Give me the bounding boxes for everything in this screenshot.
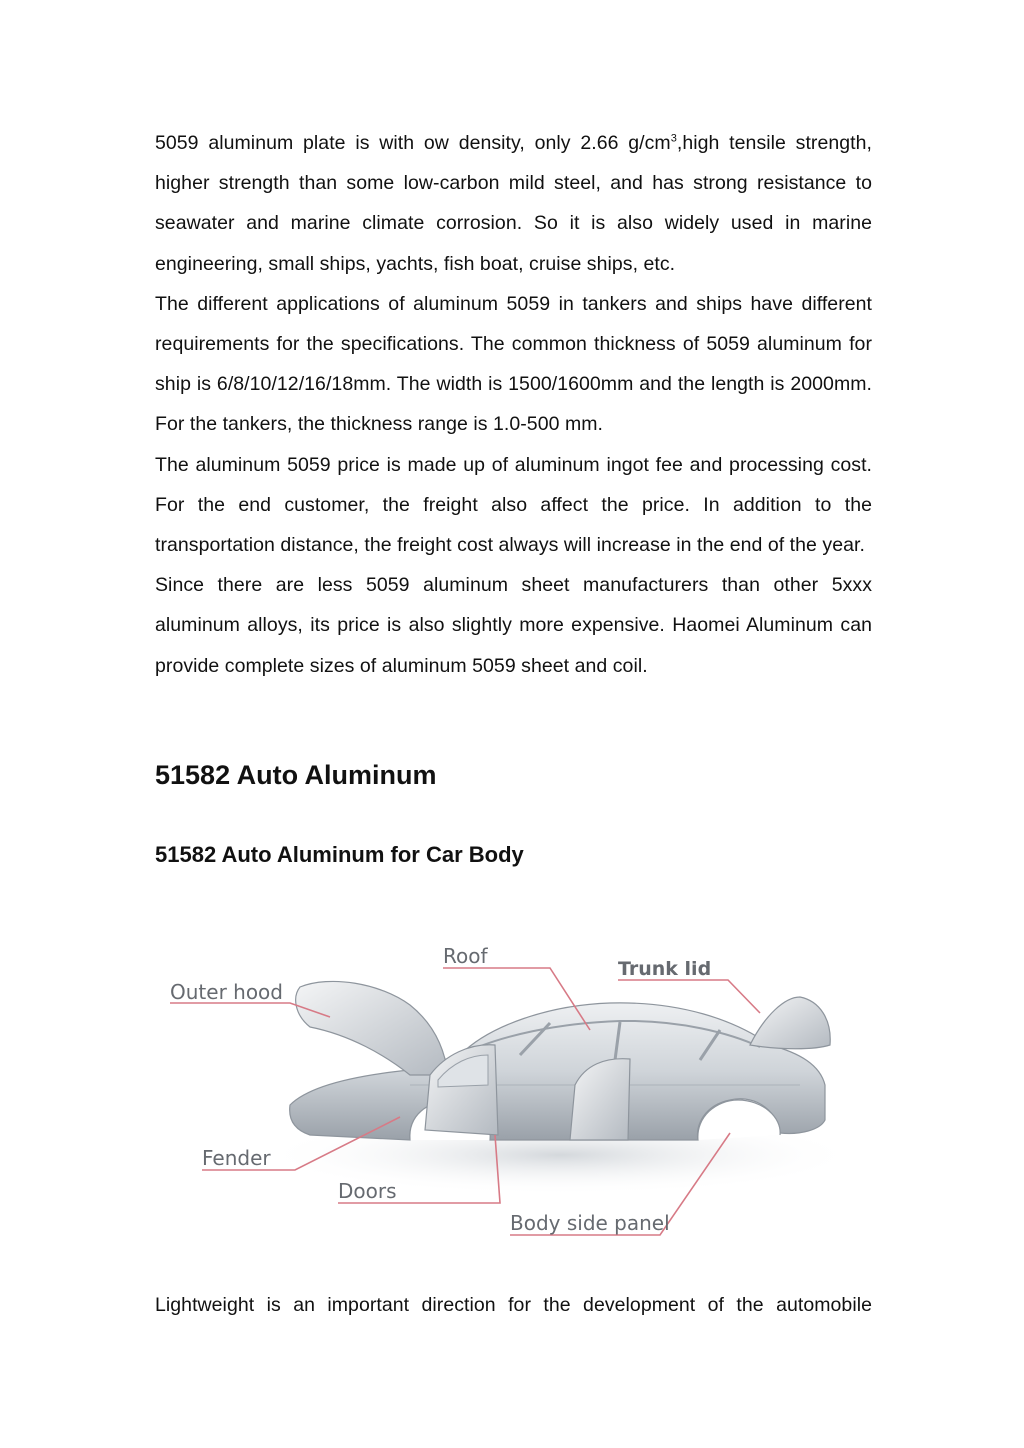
paragraph-5059-price: The aluminum 5059 price is made up of aluminum ingot fee and processing cost. For the end customer, the freight also affect the price. In addition to the transportation distance, the freight cost always will increase in the end of the year.: [155, 453, 872, 557]
paragraph-5059-specifications: The different applications of aluminum 5059 in tankers and ships have different requirements for the specifications. The common thickness of 5059 aluminum for ship is 6/8/10/12/16/18mm. The width is 1500/1600mm and the length is 2000mm. For the tankers, the thickness range is 1.0-500 mm.: [155, 292, 872, 436]
body-text: [155, 123, 872, 686]
superscript-unit: 3: [670, 132, 677, 145]
subsection-heading: 51582 Auto Aluminum for Car Body: [155, 842, 524, 867]
paragraph-text: 5059 aluminum plate is with ow density, only 2.66 g/cm: [155, 132, 671, 154]
label-fender: Fender: [202, 1146, 271, 1170]
paragraph-5059-manufacturers: Since there are less 5059 aluminum sheet manufacturers than other 5xxx aluminum alloys, its price is also slightly more expensive. Haomei Aluminum can provide complete sizes of aluminum 5059 sheet and coil.: [155, 574, 872, 677]
section-heading: 51582 Auto Aluminum: [155, 760, 437, 790]
label-body-side-panel: Body side panel: [510, 1211, 670, 1235]
paragraph-5059-properties: [155, 123, 872, 284]
paragraph-text: ,high tensile strength, higher strength than some low-carbon mild steel, and has strong resistance to seawater and marine climate corrosion. So it is also widely used in marine engineering, small ships, yachts, fish boat, cruise ships, etc.: [155, 132, 872, 275]
paragraph-lightweight: Lightweight is an important direction for the development of the automobile: [155, 1294, 872, 1316]
body-text-continued: [155, 1285, 872, 1325]
car-body-diagram: [160, 935, 850, 1245]
car-body-figure: [160, 935, 850, 1245]
trunk-lid-panel: [750, 997, 830, 1049]
label-outer-hood: Outer hood: [170, 980, 283, 1004]
label-doors: Doors: [338, 1179, 397, 1203]
label-trunk-lid: Trunk lid: [618, 958, 712, 980]
label-roof: Roof: [443, 944, 488, 968]
outer-hood-panel: [296, 981, 448, 1075]
